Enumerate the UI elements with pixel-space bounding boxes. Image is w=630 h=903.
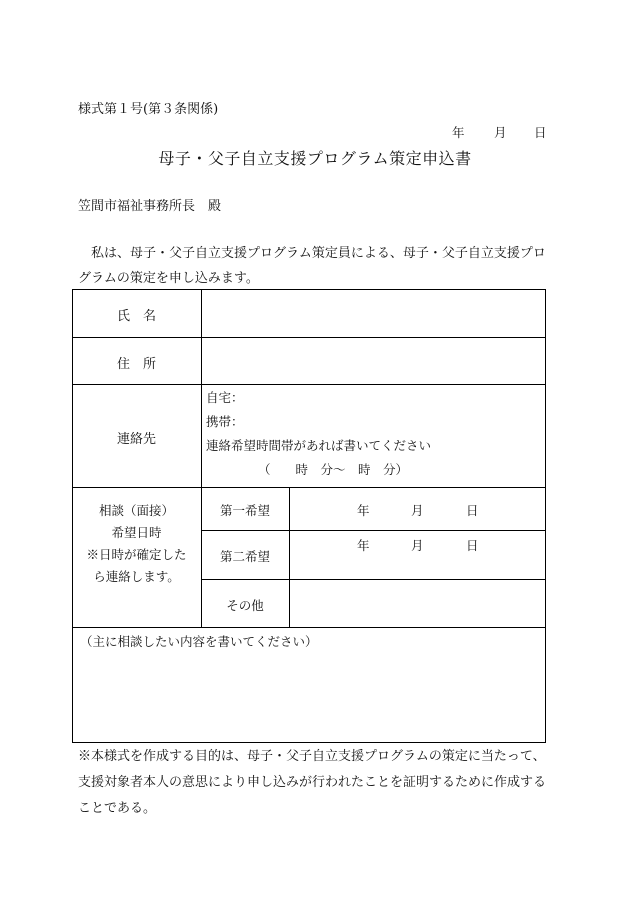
application-date (452, 123, 547, 141)
date-month-label: 月 (494, 125, 507, 140)
first-choice-label: 第一希望 (219, 503, 270, 518)
purpose-note: ※本様式を作成する目的は、母子・父子自立支援プログラムの策定に当たって、支援対象者本人の意思により申し込みが行われたことを証明するために作成することである。 (78, 749, 547, 816)
content-field[interactable] (73, 652, 545, 742)
contact-label: 連絡先 (116, 432, 156, 447)
row-divider (72, 627, 546, 628)
date-year-label: 年 (452, 125, 465, 140)
address-label: 住 所 (116, 357, 156, 372)
date-day-label: 日 (534, 125, 547, 140)
choice-month-label: 月 (411, 538, 424, 553)
choice-year-label: 年 (357, 503, 370, 518)
addressee: 笠間市福祉事務所長 殿 (78, 199, 222, 214)
other-label: その他 (226, 598, 264, 613)
contact-hours-format[interactable]: （ 時 分～ 時 分） (258, 462, 409, 477)
contact-home-field[interactable]: 自宅： (206, 390, 244, 405)
address-field[interactable] (202, 338, 545, 383)
name-label: 氏 名 (116, 309, 156, 324)
page-title: 母子・父子自立支援プログラム策定申込書 (158, 149, 472, 168)
choice-day-label: 日 (466, 538, 479, 553)
name-field[interactable] (202, 290, 545, 336)
second-choice-label: 第二希望 (219, 549, 270, 564)
consult-label-line: 相談（面接） (98, 503, 174, 518)
choice-month-label: 月 (411, 503, 424, 518)
consult-label-line: ※日時が確定した (86, 547, 187, 562)
consult-label-line: ら連絡します。 (93, 569, 180, 584)
intro-text: 私は、母子・父子自立支援プログラム策定員による、母子・父子自立支援プログラムの策定を申し込みます。 (78, 246, 546, 286)
other-field[interactable] (290, 580, 545, 626)
second-choice-date[interactable] (357, 536, 479, 554)
consult-label-line: 希望日時 (111, 525, 162, 540)
choice-year-label: 年 (357, 538, 370, 553)
row-divider (72, 384, 546, 385)
choice-day-label: 日 (466, 503, 479, 518)
first-choice-date[interactable] (357, 501, 479, 519)
row-divider (72, 487, 546, 488)
contact-hours-note: 連絡希望時間帯があれば書いてください (206, 438, 432, 453)
consult-label (72, 500, 201, 588)
form-number: 様式第１号(第３条関係) (78, 102, 219, 117)
content-label: （主に相談したい内容を書いてください） (80, 634, 318, 649)
row-divider (201, 530, 546, 531)
contact-mobile-field[interactable]: 携帯： (206, 414, 244, 429)
